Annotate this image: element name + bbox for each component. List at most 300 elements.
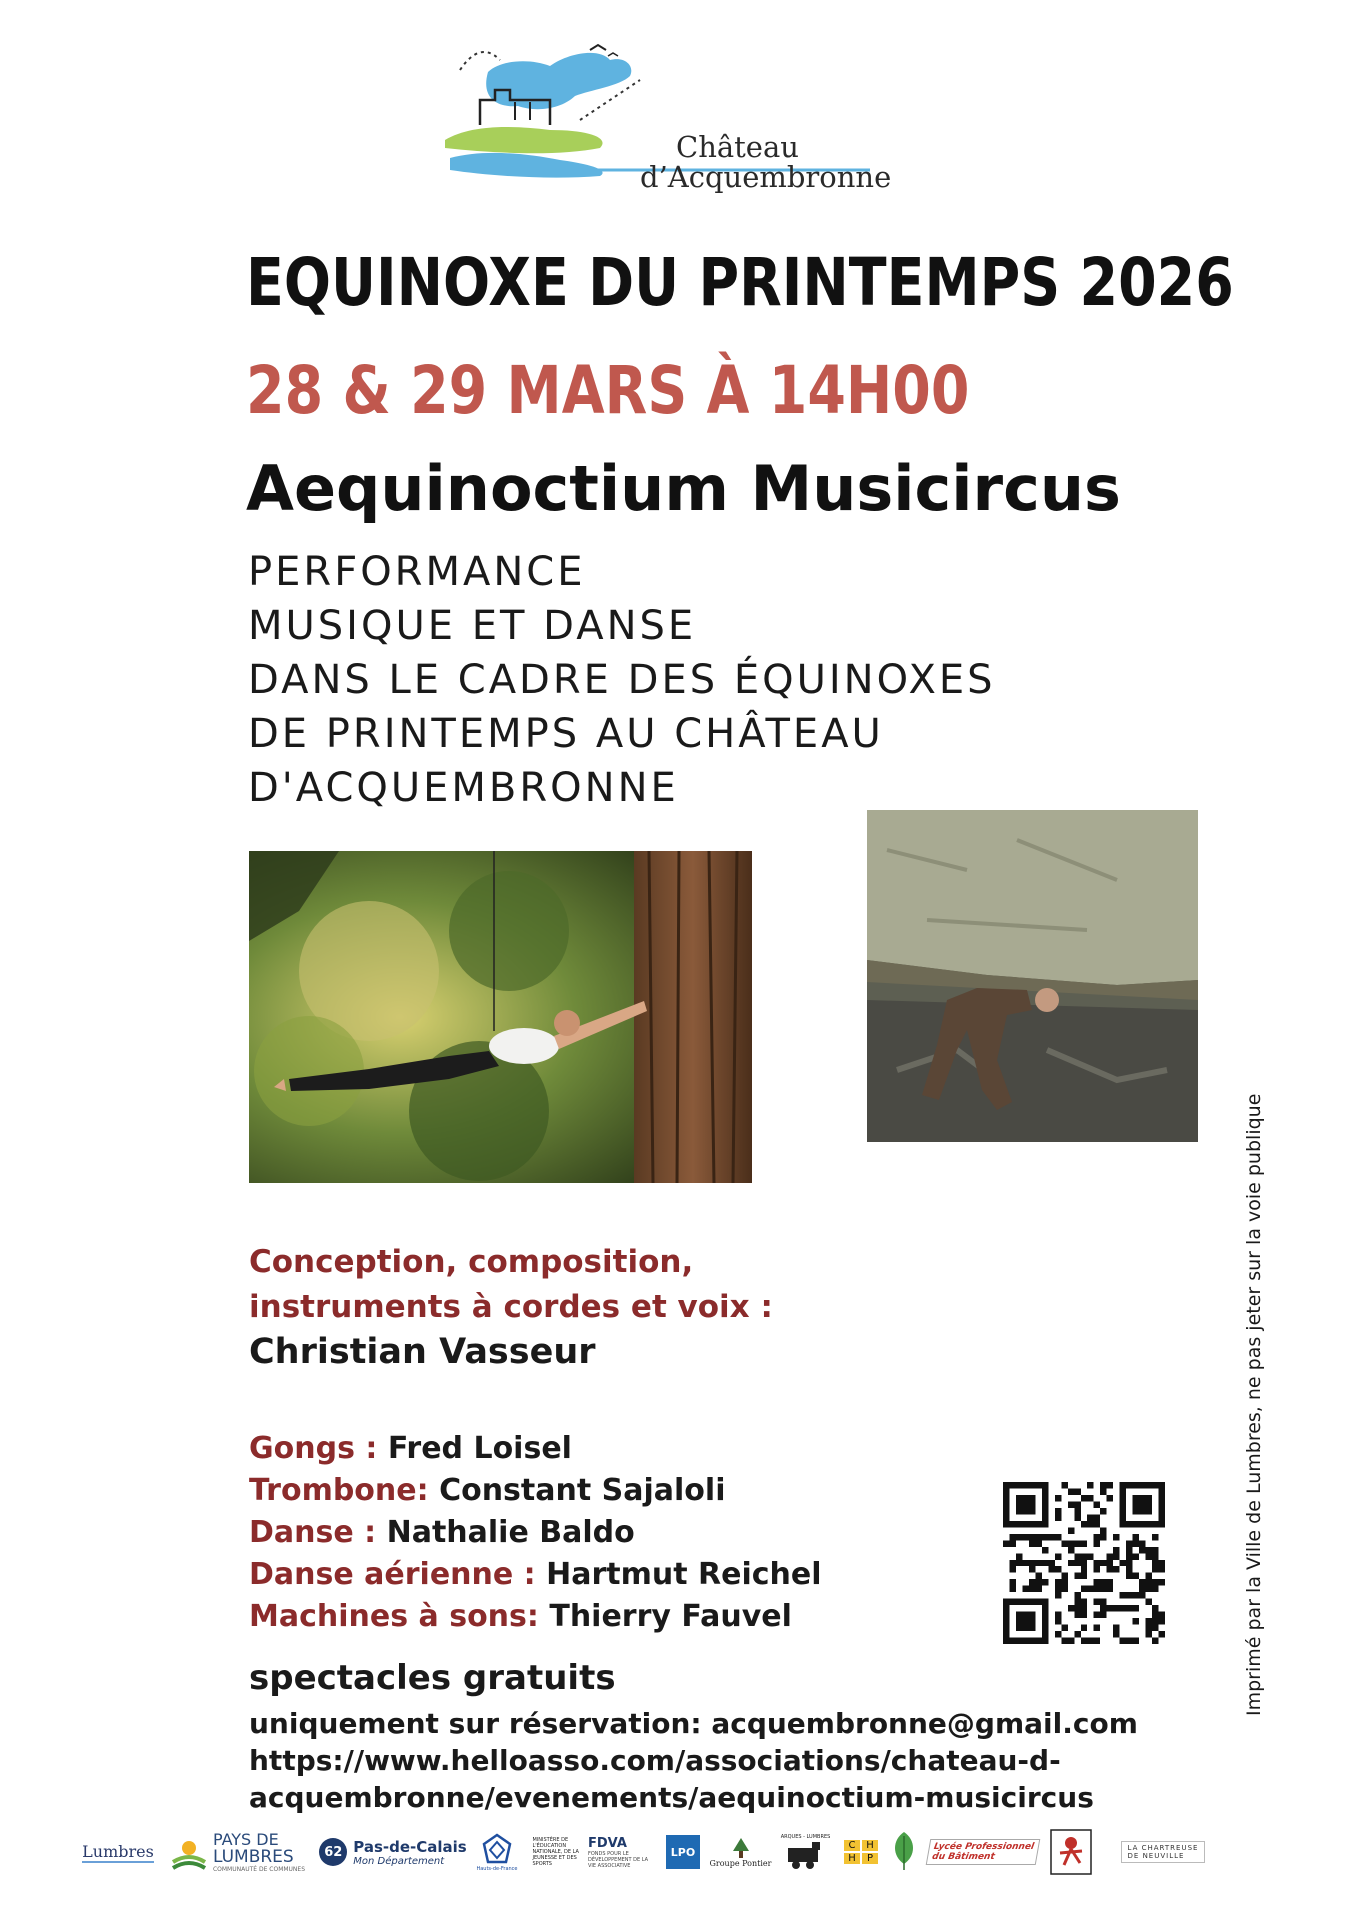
qr-module bbox=[1003, 1631, 1009, 1637]
logo-text-line2: d’Acquembronne bbox=[640, 160, 892, 194]
qr-module bbox=[1126, 1573, 1132, 1579]
qr-module bbox=[1029, 1482, 1035, 1488]
qr-module bbox=[1139, 1540, 1145, 1546]
qr-module bbox=[1074, 1508, 1080, 1514]
qr-module bbox=[1061, 1638, 1067, 1644]
qr-module bbox=[1016, 1553, 1022, 1559]
description-line: D'ACQUEMBRONNE bbox=[248, 765, 679, 811]
qr-module bbox=[1139, 1521, 1145, 1527]
qr-module bbox=[1035, 1573, 1041, 1579]
qr-module bbox=[1055, 1612, 1061, 1618]
qr-module bbox=[1074, 1488, 1080, 1494]
qr-module bbox=[1029, 1540, 1035, 1546]
role-name: Thierry Fauvel bbox=[538, 1599, 792, 1634]
qr-module bbox=[1074, 1605, 1080, 1611]
pays-de-lumbres-logo bbox=[162, 1820, 312, 1884]
qr-module bbox=[1035, 1540, 1041, 1546]
qr-module bbox=[1029, 1566, 1035, 1572]
qr-module bbox=[1152, 1566, 1158, 1572]
qr-module bbox=[1126, 1553, 1132, 1559]
qr-module bbox=[1016, 1638, 1022, 1644]
event-title: EQUINOXE DU PRINTEMPS 2026 bbox=[246, 244, 1234, 321]
qr-module bbox=[1094, 1514, 1100, 1520]
qr-module bbox=[1003, 1599, 1009, 1605]
qr-module bbox=[1120, 1521, 1126, 1527]
qr-module bbox=[1055, 1566, 1061, 1572]
qr-module bbox=[1074, 1612, 1080, 1618]
role-label: Danse aérienne : bbox=[249, 1557, 536, 1592]
qr-module bbox=[1133, 1618, 1139, 1624]
qr-module bbox=[1107, 1579, 1113, 1585]
reservation-info bbox=[249, 1705, 1138, 1816]
qr-module bbox=[1094, 1599, 1100, 1605]
qr-module bbox=[1042, 1638, 1048, 1644]
event-date: 28 & 29 MARS À 14H00 bbox=[246, 352, 970, 429]
qr-module bbox=[1003, 1514, 1009, 1520]
qr-module bbox=[1120, 1482, 1126, 1488]
qr-module bbox=[1159, 1514, 1165, 1520]
qr-module bbox=[1042, 1495, 1048, 1501]
qr-module bbox=[1042, 1605, 1048, 1611]
qr-module bbox=[1009, 1579, 1015, 1585]
qr-module bbox=[1009, 1638, 1015, 1644]
qr-module bbox=[1152, 1618, 1158, 1624]
qr-module bbox=[1068, 1547, 1074, 1553]
qr-module bbox=[1042, 1618, 1048, 1624]
qr-module bbox=[1016, 1625, 1022, 1631]
qr-module bbox=[1048, 1560, 1054, 1566]
qr-module bbox=[1055, 1631, 1061, 1637]
qr-module bbox=[1139, 1501, 1145, 1507]
qr-module bbox=[1022, 1599, 1028, 1605]
lycee-line2: du Bâtiment bbox=[931, 1852, 996, 1862]
qr-module bbox=[1152, 1612, 1158, 1618]
qr-module bbox=[1042, 1508, 1048, 1514]
pdc-number: 62 bbox=[319, 1838, 347, 1866]
pdc-name: Pas-de-Calais bbox=[353, 1837, 467, 1856]
qr-module bbox=[1022, 1508, 1028, 1514]
qr-module bbox=[1081, 1521, 1087, 1527]
qr-module bbox=[1022, 1612, 1028, 1618]
qr-module bbox=[1035, 1599, 1041, 1605]
lycee-logo bbox=[928, 1820, 1038, 1884]
qr-module bbox=[1074, 1540, 1080, 1546]
qr-module bbox=[1068, 1527, 1074, 1533]
reservation-url-line1[interactable]: https://www.helloasso.com/associations/chateau-d- bbox=[249, 1744, 1061, 1777]
qr-module bbox=[1081, 1625, 1087, 1631]
qr-module bbox=[1068, 1540, 1074, 1546]
main-artist-name: Christian Vasseur bbox=[249, 1332, 596, 1372]
qr-module bbox=[1068, 1638, 1074, 1644]
qr-module bbox=[1113, 1547, 1119, 1553]
qr-module bbox=[1100, 1534, 1106, 1540]
qr-module bbox=[1016, 1501, 1022, 1507]
qr-module bbox=[1120, 1592, 1126, 1598]
free-shows-heading: spectacles gratuits bbox=[249, 1658, 616, 1698]
qr-module bbox=[1009, 1482, 1015, 1488]
qr-module bbox=[1094, 1638, 1100, 1644]
qr-module bbox=[1126, 1521, 1132, 1527]
chhp-letter: H bbox=[862, 1840, 878, 1851]
qr-module bbox=[1003, 1612, 1009, 1618]
qr-module bbox=[1146, 1625, 1152, 1631]
print-notice: Imprimé par la Ville de Lumbres, ne pas jeter sur la voie publique bbox=[1243, 1093, 1265, 1716]
qr-module bbox=[1133, 1495, 1139, 1501]
qr-module bbox=[1042, 1631, 1048, 1637]
qr-module bbox=[1094, 1586, 1100, 1592]
qr-module bbox=[1126, 1592, 1132, 1598]
qr-module bbox=[1094, 1566, 1100, 1572]
show-title: Aequinoctium Musicircus bbox=[246, 452, 1121, 525]
qr-module bbox=[1094, 1560, 1100, 1566]
qr-module bbox=[1107, 1566, 1113, 1572]
qr-module bbox=[1159, 1579, 1165, 1585]
role-label: Trombone: bbox=[249, 1473, 429, 1508]
qr-module bbox=[1009, 1534, 1015, 1540]
qr-module bbox=[1120, 1495, 1126, 1501]
fdva-logo bbox=[588, 1820, 658, 1884]
reservation-email-line[interactable]: uniquement sur réservation: acquembronne@gmail.com bbox=[249, 1707, 1138, 1740]
qr-module bbox=[1146, 1586, 1152, 1592]
qr-module bbox=[1133, 1592, 1139, 1598]
qr-module bbox=[1016, 1508, 1022, 1514]
qr-module bbox=[1133, 1534, 1139, 1540]
qr-module bbox=[1113, 1625, 1119, 1631]
qr-module bbox=[1029, 1501, 1035, 1507]
qr-module bbox=[1022, 1586, 1028, 1592]
qr-module bbox=[1003, 1521, 1009, 1527]
qr-module bbox=[1100, 1527, 1106, 1533]
qr-module bbox=[1146, 1508, 1152, 1514]
qr-module bbox=[1159, 1488, 1165, 1494]
qr-module bbox=[1074, 1560, 1080, 1566]
qr-module bbox=[1120, 1501, 1126, 1507]
qr-module bbox=[1152, 1482, 1158, 1488]
qr-module bbox=[1035, 1579, 1041, 1585]
description-line: DANS LE CADRE DES ÉQUINOXES bbox=[248, 657, 996, 703]
qr-module bbox=[1094, 1540, 1100, 1546]
qr-module bbox=[1081, 1566, 1087, 1572]
qr-module bbox=[1003, 1540, 1009, 1546]
qr-module bbox=[1016, 1618, 1022, 1624]
qr-module bbox=[1042, 1625, 1048, 1631]
qr-module bbox=[1029, 1508, 1035, 1514]
qr-module bbox=[1159, 1501, 1165, 1507]
qr-module bbox=[1133, 1508, 1139, 1514]
qr-module bbox=[1120, 1638, 1126, 1644]
qr-module bbox=[1113, 1553, 1119, 1559]
lumbres-logo bbox=[78, 1820, 158, 1884]
qr-module bbox=[1120, 1560, 1126, 1566]
qr-module bbox=[1042, 1521, 1048, 1527]
qr-module bbox=[1159, 1618, 1165, 1624]
qr-module bbox=[1100, 1599, 1106, 1605]
qr-module bbox=[1003, 1605, 1009, 1611]
qr-module bbox=[1146, 1501, 1152, 1507]
qr-module bbox=[1068, 1501, 1074, 1507]
qr-module bbox=[1074, 1573, 1080, 1579]
qr-module bbox=[1087, 1553, 1093, 1559]
pays-sub: COMMUNAUTÉ DE COMMUNES bbox=[212, 1865, 306, 1873]
qr-module bbox=[1074, 1553, 1080, 1559]
qr-module bbox=[1029, 1599, 1035, 1605]
qr-module bbox=[1120, 1508, 1126, 1514]
qr-module bbox=[1146, 1495, 1152, 1501]
qr-module bbox=[1081, 1573, 1087, 1579]
qr-module bbox=[1133, 1573, 1139, 1579]
qr-module bbox=[1087, 1521, 1093, 1527]
qr-module bbox=[1146, 1521, 1152, 1527]
qr-module bbox=[1146, 1482, 1152, 1488]
pas-de-calais-logo bbox=[318, 1820, 468, 1884]
qr-module bbox=[1081, 1586, 1087, 1592]
role-row bbox=[249, 1554, 822, 1596]
qr-module bbox=[1146, 1631, 1152, 1637]
qr-module bbox=[1003, 1488, 1009, 1494]
qr-module bbox=[1126, 1547, 1132, 1553]
qr-module bbox=[1042, 1560, 1048, 1566]
qr-module bbox=[1152, 1586, 1158, 1592]
role-label: Machines à sons: bbox=[249, 1599, 539, 1634]
qr-module bbox=[1061, 1540, 1067, 1546]
qr-module bbox=[1159, 1612, 1165, 1618]
qr-module bbox=[1133, 1638, 1139, 1644]
qr-module bbox=[1048, 1566, 1054, 1572]
qr-module bbox=[1009, 1586, 1015, 1592]
role-row bbox=[249, 1428, 822, 1470]
pontier-text: Groupe Pontier bbox=[709, 1858, 772, 1868]
qr-module bbox=[1009, 1566, 1015, 1572]
lpo-logo bbox=[663, 1820, 703, 1884]
qr-module bbox=[1139, 1495, 1145, 1501]
qr-module bbox=[1029, 1612, 1035, 1618]
qr-module bbox=[1029, 1586, 1035, 1592]
qr-module bbox=[1055, 1514, 1061, 1520]
description-line: DE PRINTEMPS AU CHÂTEAU bbox=[248, 711, 884, 757]
role-row bbox=[249, 1596, 822, 1638]
qr-module bbox=[1094, 1501, 1100, 1507]
qr-module bbox=[1146, 1579, 1152, 1585]
qr-module bbox=[1009, 1560, 1015, 1566]
qr-module bbox=[1152, 1547, 1158, 1553]
qr-module bbox=[1061, 1625, 1067, 1631]
partner-logos bbox=[78, 1820, 1228, 1884]
chartreuse-logo bbox=[1108, 1820, 1218, 1884]
qr-module bbox=[1081, 1560, 1087, 1566]
lumbres-logo-text: Lumbres bbox=[82, 1841, 154, 1861]
qr-module bbox=[1061, 1579, 1067, 1585]
qr-module bbox=[1016, 1612, 1022, 1618]
qr-module bbox=[1009, 1540, 1015, 1546]
qr-module bbox=[1055, 1508, 1061, 1514]
leaf-icon bbox=[890, 1830, 918, 1874]
qr-module bbox=[1159, 1508, 1165, 1514]
train-logo bbox=[778, 1820, 833, 1884]
qr-module bbox=[1055, 1618, 1061, 1624]
qr-module bbox=[1055, 1592, 1061, 1598]
qr-module bbox=[1126, 1638, 1132, 1644]
qr-module bbox=[1029, 1521, 1035, 1527]
qr-module bbox=[1074, 1599, 1080, 1605]
qr-module bbox=[1055, 1534, 1061, 1540]
qr-module bbox=[1042, 1612, 1048, 1618]
qr-module bbox=[1087, 1482, 1093, 1488]
qr-module bbox=[1100, 1482, 1106, 1488]
qr-module bbox=[1081, 1638, 1087, 1644]
qr-module bbox=[1029, 1638, 1035, 1644]
qr-module bbox=[1016, 1482, 1022, 1488]
qr-module bbox=[1113, 1534, 1119, 1540]
qr-module bbox=[1100, 1508, 1106, 1514]
qr-module bbox=[1035, 1560, 1041, 1566]
hauts-de-france-logo bbox=[472, 1820, 522, 1884]
qr-module bbox=[1055, 1586, 1061, 1592]
qr-module bbox=[1139, 1482, 1145, 1488]
qr-code-icon[interactable] bbox=[1003, 1482, 1165, 1644]
reservation-url-line2[interactable]: acquembronne/evenements/aequinoctium-musicircus bbox=[249, 1781, 1094, 1814]
qr-module bbox=[1107, 1586, 1113, 1592]
qr-module bbox=[1055, 1579, 1061, 1585]
qr-module bbox=[1146, 1599, 1152, 1605]
qr-module bbox=[1016, 1599, 1022, 1605]
qr-module bbox=[1016, 1495, 1022, 1501]
credits-roles bbox=[249, 1428, 822, 1638]
qr-module bbox=[1120, 1514, 1126, 1520]
qr-module bbox=[1152, 1638, 1158, 1644]
qr-module bbox=[1139, 1508, 1145, 1514]
sun-fields-icon bbox=[169, 1832, 209, 1872]
chartreuse-line2: DE NEUVILLE bbox=[1127, 1852, 1185, 1860]
qr-module bbox=[1159, 1566, 1165, 1572]
qr-module bbox=[1022, 1638, 1028, 1644]
chhp-logo bbox=[840, 1820, 882, 1884]
qr-module bbox=[1107, 1605, 1113, 1611]
qr-module bbox=[1022, 1501, 1028, 1507]
qr-module bbox=[1152, 1605, 1158, 1611]
credits-main bbox=[249, 1240, 773, 1375]
qr-module bbox=[1003, 1495, 1009, 1501]
qr-module bbox=[1003, 1625, 1009, 1631]
qr-module bbox=[1094, 1579, 1100, 1585]
qr-module bbox=[1120, 1605, 1126, 1611]
qr-module bbox=[1126, 1482, 1132, 1488]
qr-module bbox=[1087, 1638, 1093, 1644]
qr-module bbox=[1159, 1631, 1165, 1637]
qr-module bbox=[1159, 1482, 1165, 1488]
qr-module bbox=[1029, 1625, 1035, 1631]
qr-module bbox=[1107, 1560, 1113, 1566]
qr-module bbox=[1146, 1553, 1152, 1559]
qr-module bbox=[1152, 1534, 1158, 1540]
qr-module bbox=[1100, 1605, 1106, 1611]
qr-module bbox=[1035, 1638, 1041, 1644]
qr-module bbox=[1042, 1547, 1048, 1553]
qr-module bbox=[1016, 1521, 1022, 1527]
qr-module bbox=[1035, 1482, 1041, 1488]
qr-module bbox=[1022, 1482, 1028, 1488]
qr-module bbox=[1133, 1553, 1139, 1559]
lpo-text: LPO bbox=[666, 1835, 700, 1869]
qr-module bbox=[1126, 1560, 1132, 1566]
qr-module bbox=[1003, 1638, 1009, 1644]
qr-module bbox=[1087, 1495, 1093, 1501]
qr-module bbox=[1146, 1547, 1152, 1553]
qr-module bbox=[1029, 1579, 1035, 1585]
qr-module bbox=[1139, 1579, 1145, 1585]
qr-module bbox=[1022, 1625, 1028, 1631]
qr-module bbox=[1113, 1605, 1119, 1611]
qr-module bbox=[1146, 1618, 1152, 1624]
logo-text-line1: Château bbox=[676, 130, 799, 164]
qr-module bbox=[1100, 1488, 1106, 1494]
role-name: Constant Sajaloli bbox=[428, 1473, 726, 1508]
dancer-icon bbox=[1050, 1829, 1092, 1875]
qr-module bbox=[1133, 1605, 1139, 1611]
region-icon bbox=[480, 1832, 514, 1866]
qr-module bbox=[1133, 1501, 1139, 1507]
qr-module bbox=[1152, 1625, 1158, 1631]
qr-module bbox=[1009, 1599, 1015, 1605]
qr-module bbox=[1100, 1579, 1106, 1585]
aerial-dancer-photo bbox=[249, 851, 752, 1183]
qr-module bbox=[1081, 1605, 1087, 1611]
role-name: Fred Loisel bbox=[377, 1431, 572, 1466]
qr-module bbox=[1055, 1553, 1061, 1559]
qr-module bbox=[1042, 1599, 1048, 1605]
qr-module bbox=[1146, 1573, 1152, 1579]
qr-module bbox=[1094, 1534, 1100, 1540]
qr-module bbox=[1022, 1521, 1028, 1527]
qr-module bbox=[1152, 1521, 1158, 1527]
qr-module bbox=[1029, 1495, 1035, 1501]
qr-module bbox=[1035, 1534, 1041, 1540]
qr-module bbox=[1016, 1534, 1022, 1540]
qr-module bbox=[1159, 1521, 1165, 1527]
arques-text: ARQUES - LUMBRES bbox=[780, 1834, 831, 1840]
qr-module bbox=[1042, 1514, 1048, 1520]
qr-module bbox=[1074, 1592, 1080, 1598]
qr-module bbox=[1042, 1482, 1048, 1488]
qr-module bbox=[1126, 1566, 1132, 1572]
qr-module bbox=[1139, 1586, 1145, 1592]
qr-module bbox=[1022, 1618, 1028, 1624]
chhp-letter: C bbox=[844, 1840, 860, 1851]
qr-module bbox=[1074, 1501, 1080, 1507]
train-icon bbox=[784, 1840, 828, 1870]
qr-module bbox=[1094, 1612, 1100, 1618]
qr-module bbox=[1068, 1560, 1074, 1566]
qr-module bbox=[1081, 1495, 1087, 1501]
qr-module bbox=[1035, 1521, 1041, 1527]
qr-module bbox=[1094, 1625, 1100, 1631]
pontier-logo bbox=[708, 1820, 773, 1884]
qr-module bbox=[1042, 1534, 1048, 1540]
rock-dancer-photo bbox=[867, 810, 1198, 1142]
chhp-letter: H bbox=[844, 1853, 860, 1864]
qr-module bbox=[1081, 1540, 1087, 1546]
qr-module bbox=[1042, 1579, 1048, 1585]
role-name: Nathalie Baldo bbox=[376, 1515, 635, 1550]
qr-module bbox=[1133, 1540, 1139, 1546]
qr-module bbox=[1081, 1599, 1087, 1605]
fdva-title: FDVA bbox=[588, 1835, 627, 1851]
qr-module bbox=[1159, 1495, 1165, 1501]
qr-module bbox=[1100, 1560, 1106, 1566]
qr-module bbox=[1113, 1631, 1119, 1637]
qr-module bbox=[1061, 1586, 1067, 1592]
qr-module bbox=[1029, 1560, 1035, 1566]
qr-module bbox=[1061, 1573, 1067, 1579]
